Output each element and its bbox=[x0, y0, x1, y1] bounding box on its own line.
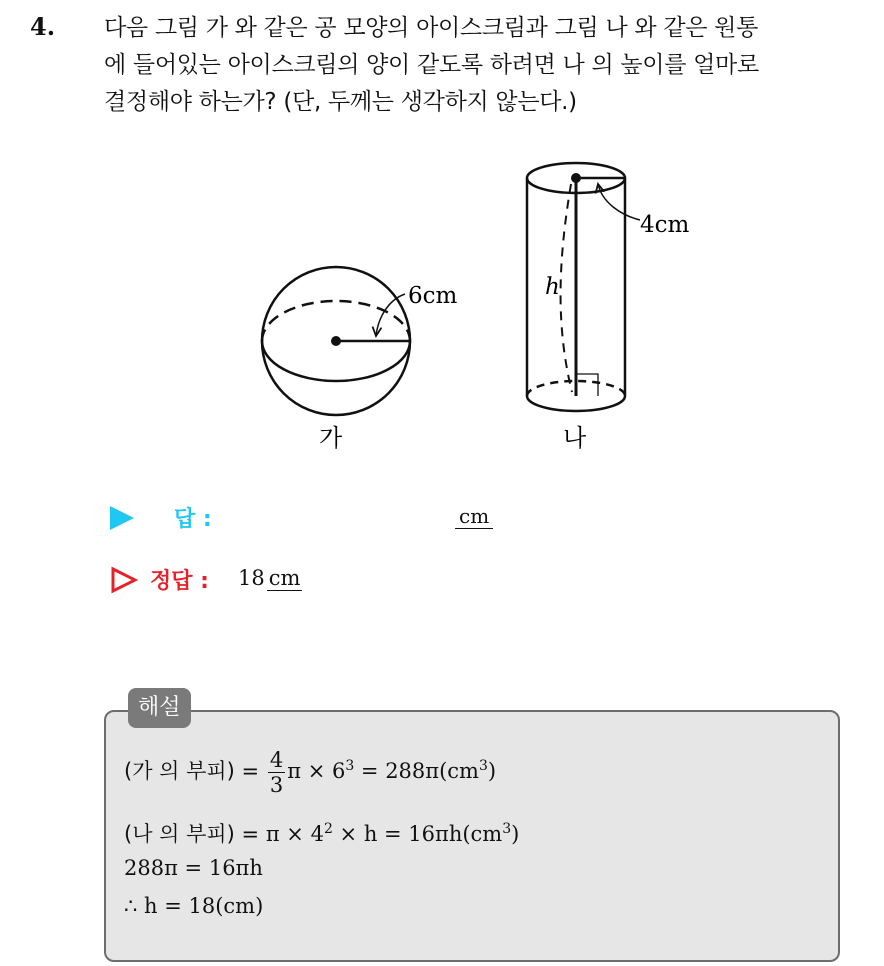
sphere-radius-label: 6cm bbox=[408, 283, 458, 309]
solution-line-3: 288π = 16πh bbox=[124, 856, 263, 880]
question-number: 4. bbox=[30, 12, 56, 41]
solution-line-2-prefix: (나 의 부피) = bbox=[124, 822, 260, 846]
solution-line-4: ∴ h = 18(cm) bbox=[124, 894, 264, 918]
cylinder-radius-label: 4cm bbox=[640, 212, 690, 238]
question-line: 다음 그림 가 와 같은 공 모양의 아이스크림과 그림 나 와 같은 원통 bbox=[104, 15, 759, 41]
correct-answer-label: 정답 : bbox=[150, 569, 209, 594]
sphere-figure bbox=[262, 267, 410, 415]
height-label: h bbox=[545, 274, 560, 300]
solution-line-2-result: × h = 16πh(cm bbox=[332, 822, 503, 846]
answer-label: 답 : bbox=[174, 507, 212, 532]
solution-tab: 해설 bbox=[128, 688, 191, 728]
correct-answer-value bbox=[238, 566, 302, 590]
question-line: 에 들어있는 아이스크림의 양이 같도록 하려면 나 의 높이를 얼마로 bbox=[104, 52, 759, 78]
paren-close: ) bbox=[511, 822, 520, 846]
answer-row bbox=[110, 500, 610, 536]
solution-line-1-expr: π × 6 bbox=[287, 759, 346, 783]
exponent: 3 bbox=[478, 758, 488, 774]
fraction bbox=[268, 748, 285, 797]
solution-line-1-prefix: (가 의 부피) = bbox=[124, 759, 260, 783]
paren-close: ) bbox=[487, 759, 497, 783]
answer-unit[interactable]: cm bbox=[455, 504, 493, 529]
correct-answer-number: 18 bbox=[238, 566, 265, 590]
exponent: 3 bbox=[502, 821, 512, 837]
cylinder-caption: 나 bbox=[563, 424, 587, 452]
play-outline-icon bbox=[110, 566, 138, 594]
question-line: 결정해야 하는가? (단, 두께는 생각하지 않는다.) bbox=[104, 89, 577, 115]
cylinder-figure bbox=[527, 163, 640, 411]
fraction-numerator: 4 bbox=[269, 748, 284, 772]
exponent: 2 bbox=[323, 821, 333, 837]
fraction-denominator: 3 bbox=[269, 773, 284, 797]
exponent: 3 bbox=[345, 758, 355, 774]
solution-line-1 bbox=[124, 748, 496, 797]
solution-line-2-expr: π × 4 bbox=[259, 822, 324, 846]
correct-answer-unit: cm bbox=[268, 566, 301, 590]
figure-diagram bbox=[0, 0, 884, 480]
solution-line-2 bbox=[124, 818, 519, 848]
correct-answer-row bbox=[110, 562, 510, 598]
sphere-caption: 가 bbox=[319, 424, 343, 452]
solution-line-1-result: = 288π(cm bbox=[354, 759, 479, 783]
play-icon bbox=[110, 506, 134, 530]
